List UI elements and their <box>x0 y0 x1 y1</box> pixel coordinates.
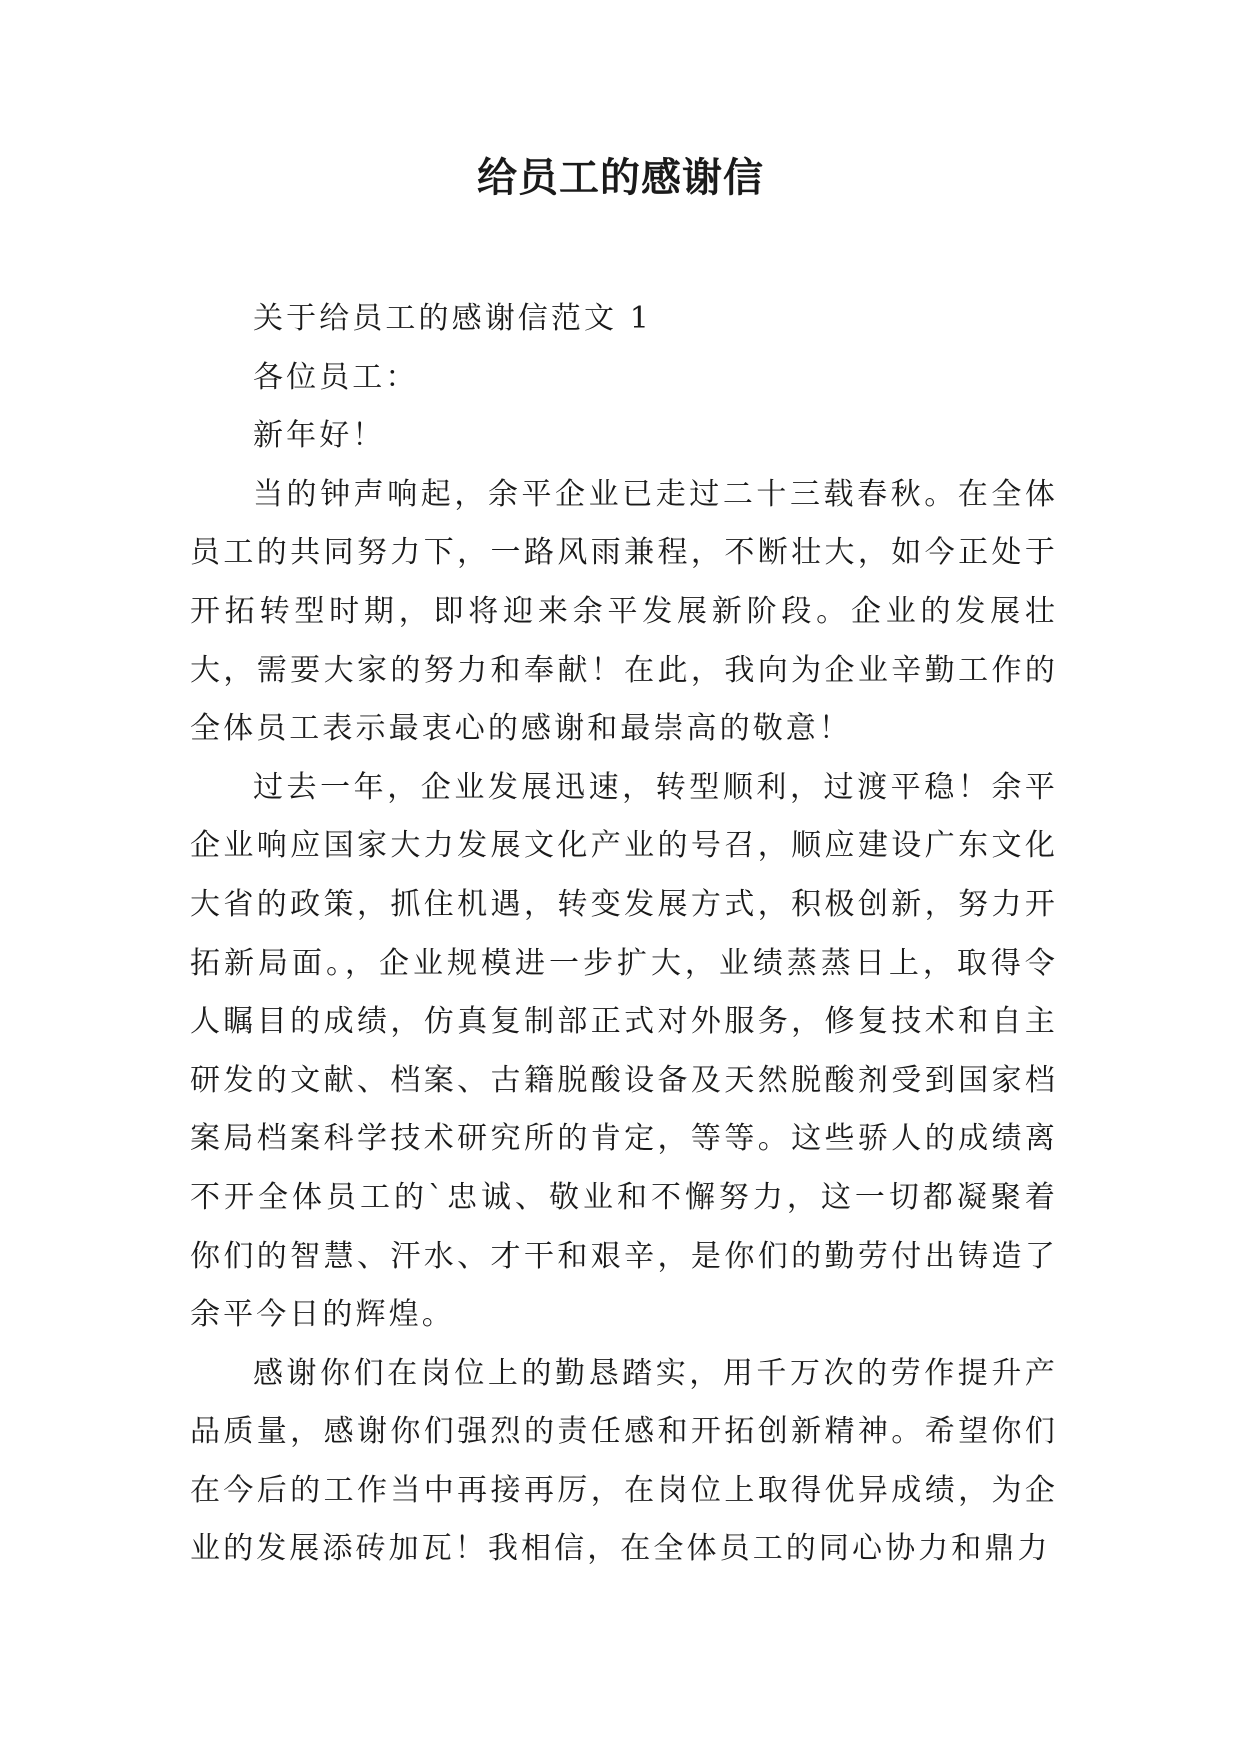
paragraph: 过去一年，企业发展迅速，转型顺利，过渡平稳！余平企业响应国家大力发展文化产业的号召，顺应建设广东文化大省的政策，抓住机遇，转变发展方式，积极创新，努力开拓新局面。，企业规模进一步扩大，业绩蒸蒸日上，取得令人瞩目的成绩，仿真复制部正式对外服务，修复技术和自主研发的文献、档案、古籍脱酸设备及天然脱酸剂受到国家档案局档案科学技术研究所的肯定，等等。这些骄人的成绩离不开全体员工的`忠诚、敬业和不懈努力，这一切都凝聚着你们的智慧、汗水、才干和艰辛，是你们的勤劳付出铸造了余平今日的辉煌。 <box>190 769 1058 1333</box>
document-title: 给员工的感谢信 <box>477 155 764 201</box>
salutation: 各位员工： <box>253 359 419 395</box>
paragraph: 感谢你们在岗位上的勤恳踏实，用千万次的劳作提升产品质量，感谢你们强烈的责任感和开拓创新精神。希望你们在今后的工作当中再接再厉，在岗位上取得优异成绩，为企业的发展添砖加瓦！我相信，在全体员工的同心协力和鼎力 <box>190 1355 1058 1567</box>
paragraph: 当的钟声响起，余平企业已走过二十三载春秋。在全体员工的共同努力下，一路风雨兼程，不断壮大，如今正处于开拓转型时期，即将迎来余平发展新阶段。企业的发展壮大，需要大家的努力和奉献！在此，我向为企业辛勤工作的全体员工表示最衷心的感谢和最崇高的敬意！ <box>190 476 1058 747</box>
subtitle-line: 关于给员工的感谢信范文 1 <box>253 301 652 336</box>
letter-body <box>190 290 1058 1579</box>
greeting: 新年好！ <box>253 418 386 454</box>
